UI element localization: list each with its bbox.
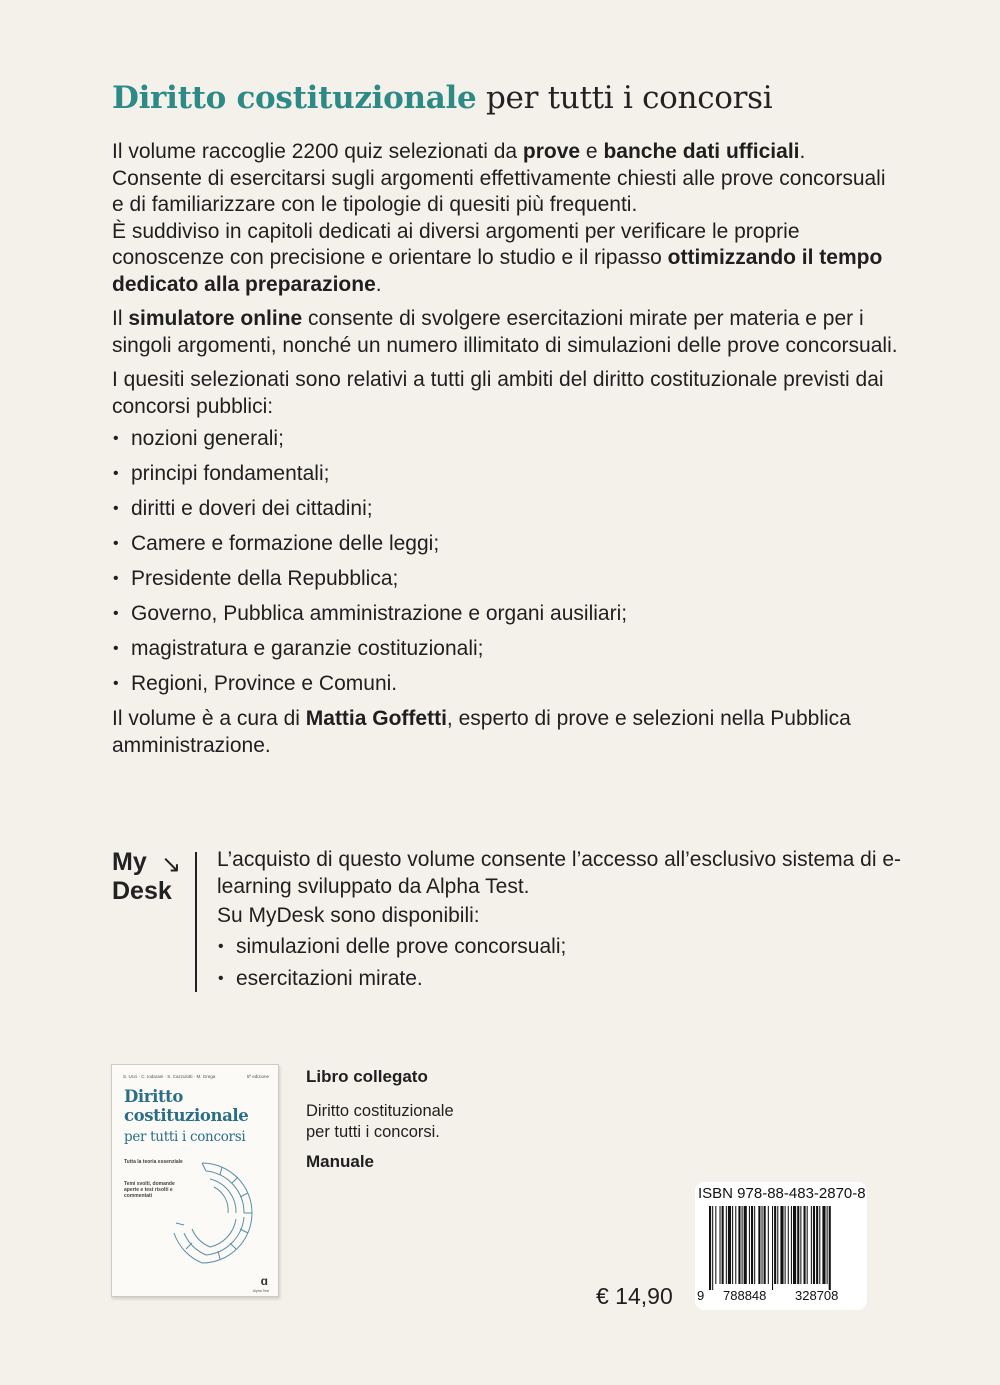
list-item (112, 531, 902, 566)
list-item (112, 566, 902, 601)
title-highlight: Diritto costituzionale (112, 80, 477, 116)
barcode-bar (811, 1206, 812, 1284)
barcode-bar (722, 1206, 724, 1284)
mydesk-list (217, 933, 917, 997)
mydesk-item: simulazioni delle prove concorsuali; (236, 935, 567, 958)
barcode-bar (758, 1206, 760, 1284)
barcode-icon (695, 1204, 867, 1308)
list-item (112, 426, 902, 461)
list-item (112, 496, 902, 531)
barcode-bar (749, 1206, 750, 1284)
list-item (112, 671, 902, 706)
barcode-bar (785, 1206, 786, 1284)
author-paragraph (112, 706, 902, 759)
price: € 14,90 (596, 1283, 673, 1309)
intro-text: Consente di esercitarsi sugli argomenti effettivamente chiesti alle prove concorsuali e di familiarizzare con le tipologie di quesiti più frequenti. (112, 166, 886, 216)
barcode-bar (735, 1206, 736, 1284)
bullet-icon: • (113, 465, 119, 482)
intro-text: . (375, 272, 382, 296)
cover-edition: 5ª edizione (246, 1074, 269, 1079)
barcode-bar (715, 1206, 716, 1284)
intro-paragraph (112, 139, 902, 298)
barcode-bar (774, 1206, 776, 1284)
bullet-icon: • (113, 640, 119, 657)
author-name: Mattia Goffetti (305, 707, 447, 730)
barcode-bar (732, 1206, 733, 1284)
barcode-bar (742, 1206, 743, 1284)
mydesk-item: esercitazioni mirate. (236, 967, 423, 990)
barcode-bar (738, 1206, 740, 1284)
intro-bold-ottimizzando: ottimizzando il tempo dedicato alla preparazione (112, 246, 883, 296)
topic-label: diritti e doveri dei cittadini; (131, 497, 373, 520)
topic-label: principi fondamentali; (131, 462, 330, 485)
page-title (112, 76, 772, 120)
bullet-icon: • (113, 500, 119, 517)
list-item (217, 965, 917, 997)
mydesk-logo (112, 848, 182, 906)
mydesk-logo-line1: My (112, 848, 147, 876)
list-item (112, 461, 902, 496)
barcode-bar (827, 1206, 828, 1284)
barcode-bar (829, 1206, 831, 1290)
linked-book-info (306, 1066, 606, 1172)
mydesk-text: L’acquisto di questo volume consente l’accesso all’esclusivo sistema di e-learning sviluppato da Alpha Test. (217, 848, 902, 898)
barcode-bar (764, 1206, 766, 1284)
alpha-test-logo-text: Alpha Test (252, 1289, 269, 1293)
intro-text: . (799, 140, 806, 163)
barcode-bar (712, 1206, 713, 1290)
topics-intro: I quesiti selezionati sono relativi a tutti gli ambiti del diritto costituzionale previsti dai concorsi pubblici: (112, 368, 884, 418)
barcode-bar (804, 1206, 806, 1284)
title-rest: per tutti i concorsi (476, 80, 773, 116)
mydesk-description (217, 846, 917, 997)
alpha-test-logo-icon: ɑ (260, 1274, 268, 1288)
topic-label: Presidente della Repubblica; (131, 567, 399, 590)
intro-bold-banche: banche dati ufficiali (603, 140, 800, 163)
topic-label: magistratura e garanzie costituzionali; (131, 637, 484, 660)
intro-bold-prove: prove (522, 140, 581, 163)
simulator-text: consente di svolgere esercitazioni mirate per materia e per i singoli argomenti, nonché un numero illimitato di simulazioni delle prove concorsuali. (112, 307, 898, 357)
cover-title: Diritto costituzionale (124, 1087, 249, 1125)
topic-label: Camere e formazione delle leggi; (131, 532, 440, 555)
mydesk-text: Su MyDesk sono disponibili: (217, 904, 480, 927)
barcode-bar (780, 1206, 783, 1284)
list-item (217, 933, 917, 965)
list-item (112, 636, 902, 671)
barcode-digits-left: 788848 (723, 1288, 767, 1303)
bullet-icon: • (113, 675, 119, 692)
barcode-bar (807, 1206, 808, 1284)
cover-tagline: Tutta la teoria essenziale (124, 1159, 183, 1165)
isbn-barcode-box (695, 1182, 867, 1310)
list-item (112, 601, 902, 636)
arrow-down-right-icon: ↘ (161, 851, 182, 878)
description (112, 139, 902, 767)
cover-authors: S. Ucci · C. Iodarani · S. Cazzulotti · M. Grega (123, 1074, 216, 1079)
barcode-bar (797, 1206, 799, 1284)
barcode-bar (751, 1206, 753, 1284)
intro-text: È suddiviso in capitoli dedicati ai diversi argomenti per verificare le proprie conoscenze con precisione e orientare lo studio e il ripasso (112, 219, 800, 269)
topic-label: nozioni generali; (131, 427, 284, 450)
intro-text: Il volume raccoglie 2200 quiz selezionati da (112, 140, 523, 163)
barcode-bar (726, 1206, 727, 1284)
bullet-icon: • (113, 430, 119, 447)
barcode-bar (744, 1206, 747, 1284)
cover-maze-illustration-icon (172, 1153, 272, 1273)
divider (195, 852, 197, 992)
bullet-icon: • (218, 938, 224, 955)
cover-tagline: Temi svolti, domande aperte e test risolti e commentati (124, 1181, 175, 1199)
isbn-label: ISBN 978-88-483-2870-8 (698, 1185, 866, 1202)
bullet-icon: • (218, 970, 224, 987)
linked-book-label: Libro collegato (306, 1067, 428, 1086)
linked-book-name: Diritto costituzionale per tutti i concorsi. (306, 1102, 454, 1141)
linked-book-kind: Manuale (306, 1152, 375, 1171)
topic-label: Governo, Pubblica amministrazione e organi ausiliari; (131, 602, 628, 625)
barcode-bar (813, 1206, 815, 1284)
barcode-bar (768, 1206, 769, 1284)
intro-text: e (580, 140, 604, 163)
simulator-paragraph (112, 306, 902, 359)
author-text: , esperto di prove e selezioni nella Pubblica amministrazione. (112, 707, 851, 757)
simulator-text: Il (112, 307, 129, 330)
barcode-bar (793, 1206, 796, 1284)
bullet-icon: • (113, 570, 119, 587)
barcode-bar (762, 1206, 763, 1284)
barcode-bar (816, 1206, 818, 1284)
bullet-icon: • (113, 605, 119, 622)
barcode-bar (800, 1206, 801, 1284)
mydesk-logo-line2: Desk (112, 877, 172, 905)
bullet-icon: • (113, 535, 119, 552)
barcode-bar (788, 1206, 789, 1284)
barcode-digit: 9 (697, 1288, 705, 1303)
barcode-digits-right: 328708 (795, 1288, 839, 1303)
cover-subtitle: per tutti i concorsi (124, 1129, 246, 1145)
linked-book-cover (111, 1064, 279, 1297)
barcode-bar (772, 1206, 773, 1290)
barcode-bar (754, 1206, 755, 1284)
topics-list (112, 426, 902, 706)
barcode-bar (709, 1206, 711, 1290)
simulator-bold: simulatore online (128, 307, 303, 330)
barcode-bar (822, 1206, 825, 1284)
barcode-bar (819, 1206, 820, 1284)
barcode-bar (791, 1206, 792, 1284)
barcode-bar (728, 1206, 731, 1284)
author-text: Il volume è a cura di (112, 707, 306, 730)
topic-label: Regioni, Province e Comuni. (131, 672, 398, 695)
barcode-bar (777, 1206, 778, 1284)
barcode-bar (720, 1206, 721, 1284)
